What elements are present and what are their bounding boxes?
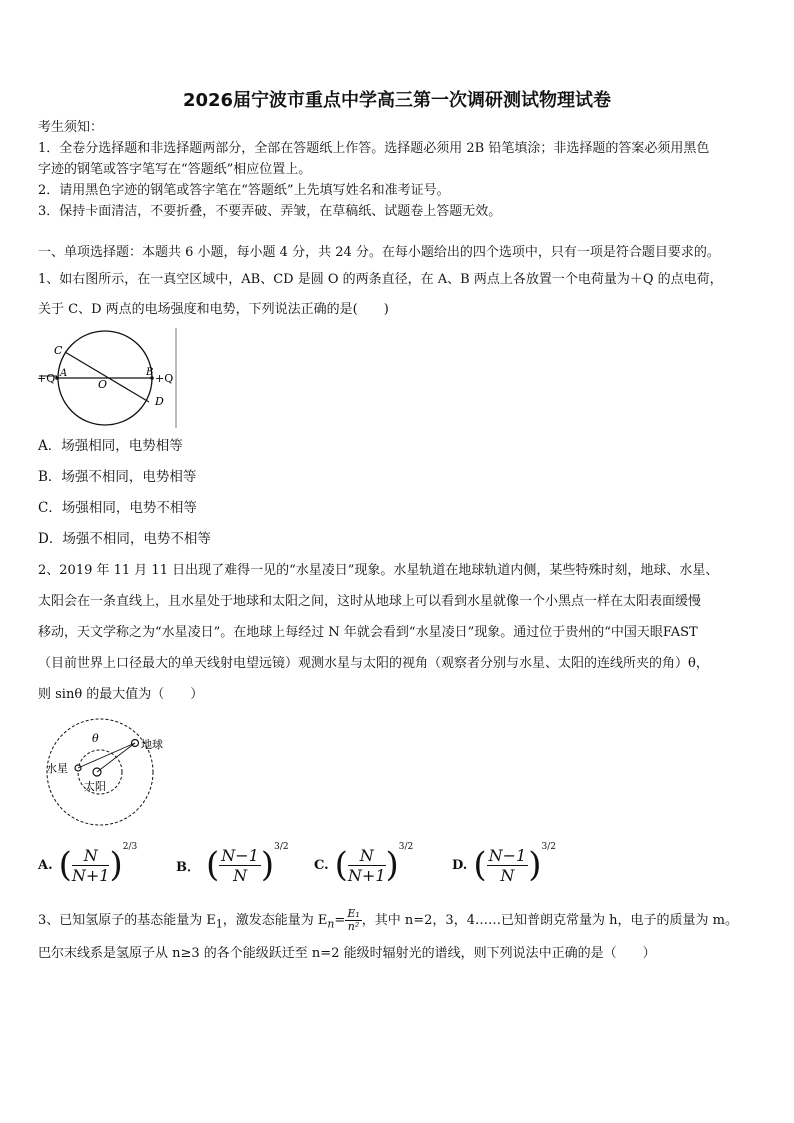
- question-text: 巴尔末线系是氢原子从 n≥3 的各个能级跃迁至 n=2 能级时辐射光的谱线，则下列说法中正确的是（ ）: [38, 946, 656, 961]
- question-text: 则 sinθ 的最大值为（ ）: [38, 687, 204, 702]
- label-c: C: [54, 344, 63, 357]
- question-text: 移动，天文学称之为“水星凌日”。在地球上每经过 N 年就会看到“水星凌日”现象。通过位于贵州的“中国天眼FAST: [38, 625, 698, 640]
- label-theta: θ: [92, 732, 99, 745]
- question-text: 太阳会在一条直线上，且水星处于地球和太阳之间，这时从地球上可以看到水星就像一个小黑点一样在太阳表面缓慢: [38, 594, 702, 609]
- option-c: C．场强相同，电势不相等: [38, 500, 197, 516]
- label-charge-right: +Q: [155, 372, 174, 385]
- option-a: A．场强相同，电势相等: [38, 438, 183, 454]
- circle-diagram: [34, 326, 184, 430]
- label-mercury: 水星: [46, 762, 68, 775]
- notice-item: 1．全卷分选择题和非选择题两部分，全部在答题纸上作答。选择题必须用 2B 铅笔填涂；非选择题的答案必须用黑色: [38, 141, 710, 156]
- label-b: B: [146, 367, 154, 378]
- label-earth: 地球: [141, 738, 163, 751]
- question-text: 1、如右图所示，在一真空区域中，AB、CD 是圆 O 的两条直径，在 A、B 两点上各放置一个电荷量为＋Q 的点电荷，: [38, 272, 723, 287]
- label-sun: 太阳: [84, 780, 106, 793]
- orbit-diagram: [40, 716, 190, 828]
- question-text: （目前世界上口径最大的单天线射电望远镜）观测水星与太阳的视角（观察者分别与水星、太阳的连线所夹的角）θ，: [38, 656, 709, 671]
- option-c: C. ( $\frac{N}{N+1}$ )$^{3/2}$: [314, 842, 414, 885]
- question-text: 2、2019 年 11 月 11 日出现了难得一见的“水星凌日”现象。水星轨道在地球轨道内侧，某些特殊时刻，地球、水星、: [38, 563, 719, 578]
- option-b: B． ( $\frac{N-1}{N}$ )$^{3/2}$: [176, 842, 289, 885]
- label-o: O: [98, 378, 108, 391]
- label-a: A: [60, 368, 68, 379]
- option-a: A. ( $\frac{N}{N+1}$ )$^{2/3}$: [38, 842, 138, 885]
- notice-item: 2．请用黑色字迹的钢笔或答字笔在“答题纸”上先填写姓名和准考证号。: [38, 183, 450, 198]
- option-d: D．场强不相同，电势不相等: [38, 531, 211, 547]
- label-charge-left: +Q: [37, 372, 56, 385]
- label-d: D: [155, 395, 164, 408]
- question-text: 关于 C、D 两点的电场强度和电势，下列说法正确的是( ): [38, 302, 389, 317]
- section-heading: 一、单项选择题：本题共 6 小题，每小题 4 分，共 24 分。在每小题给出的四个选项中，只有一项是符合题目要求的。: [38, 245, 720, 260]
- notice-heading: 考生须知：: [38, 120, 104, 135]
- option-d: D. ( $\frac{N-1}{N}$ )$^{3/2}$: [452, 842, 556, 885]
- diameter-cd: [65, 352, 149, 402]
- notice-item: 字迹的钢笔或答字笔写在“答题纸”相应位置上。: [38, 162, 312, 177]
- question-text: 3、已知氢原子的基态能量为 $E_1$，激发态能量为 $E_n=$ $\frac{\text{E₁}}{\text{n²}}$ ，其中 n=2，3，4……已知普朗克常量为 h，电子的质量为 m。: [38, 907, 738, 933]
- option-b: B．场强不相同，电势相等: [38, 469, 197, 485]
- notice-item: 3．保持卡面清洁，不要折叠，不要弄破、弄皱，在草稿纸、试题卷上答题无效。: [38, 204, 502, 219]
- page-title: 2026届宁波市重点中学高三第一次调研测试物理试卷: [182, 90, 612, 111]
